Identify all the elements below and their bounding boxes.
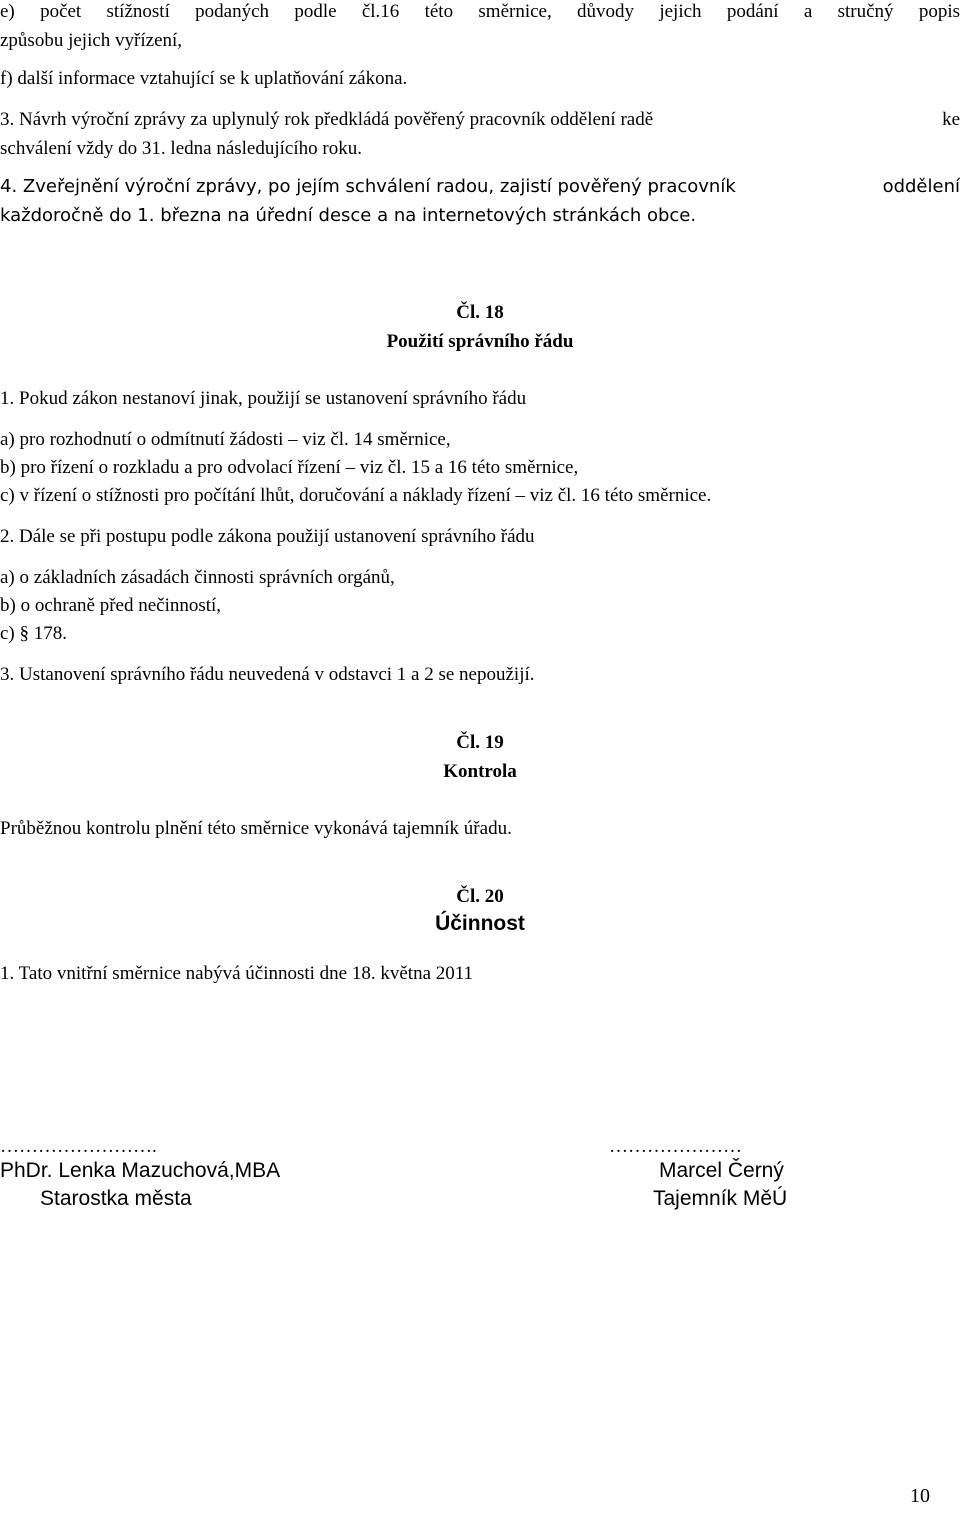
article-18-paragraph-1: 1. Pokud zákon nestanoví jinak, použijí se ustanovení správního řádu [0,388,527,409]
article-19-text: Průběžnou kontrolu plnění této směrnice vykonává tajemník úřadu. [0,818,512,839]
signature-line-right: ………………… [609,1136,742,1157]
article-19-title: Kontrola [443,761,517,782]
text-line: e) počet stížností podaných podle čl.16 této směrnice, důvody jejich podání a stručný popis [0,1,960,22]
article-19-number: Čl. 19 [456,732,504,753]
text-line: způsobu jejich vyřízení, [0,30,183,51]
list-item-b: b) pro řízení o rozkladu a pro odvolací řízení – viz čl. 15 a 16 této směrnice, [0,457,579,478]
text-line: každoročně do 1. března na úřední desce a na internetových stránkách obce. [0,205,697,226]
list-item-c: c) § 178. [0,623,68,644]
text-line: ke [942,109,960,130]
article-20-paragraph-1: 1. Tato vnitřní směrnice nabývá účinnosti dne 18. května 2011 [0,963,474,984]
text-line: f) další informace vztahující se k uplatňování zákona. [0,68,408,89]
paragraph-3 [0,110,960,129]
paragraph-4 [0,178,960,196]
article-18-title: Použití správního řádu [386,331,574,352]
text-line: 3. Návrh výroční zprávy za uplynulý rok předkládá pověřený pracovník oddělení radě [0,109,654,130]
text-line: 4. Zveřejnění výroční zprávy, po jejím schválení radou, zajistí pověřený pracovník [0,176,736,197]
signatory-name-right: Marcel Černý [659,1159,784,1182]
signatory-role-left: Starostka města [40,1187,192,1210]
signatory-name-left: PhDr. Lenka Mazuchová,MBA [0,1159,281,1182]
list-item-a: a) pro rozhodnutí o odmítnutí žádosti – viz čl. 14 směrnice, [0,429,451,450]
article-18-paragraph-2: 2. Dále se při postupu podle zákona použijí ustanovení správního řádu [0,526,535,547]
list-item-a: a) o základních zásadách činnosti správních orgánů, [0,567,395,588]
list-item-c: c) v řízení o stížnosti pro počítání lhůt, doručování a náklady řízení – viz čl. 16 této směrnice. [0,485,712,506]
text-line: schválení vždy do 31. ledna následujícího roku. [0,138,362,159]
article-18-number: Čl. 18 [456,302,504,323]
signature-line-left: ……………………. [0,1136,157,1157]
article-18-paragraph-3: 3. Ustanovení správního řádu neuvedená v odstavci 1 a 2 se nepoužijí. [0,664,535,685]
article-20-title: Účinnost [435,912,525,935]
page-number: 10 [910,1485,930,1507]
signatory-role-right: Tajemník MěÚ [653,1187,788,1210]
text-line: oddělení [882,176,960,197]
list-item-b: b) o ochraně před nečinností, [0,595,222,616]
article-20-number: Čl. 20 [456,886,504,907]
